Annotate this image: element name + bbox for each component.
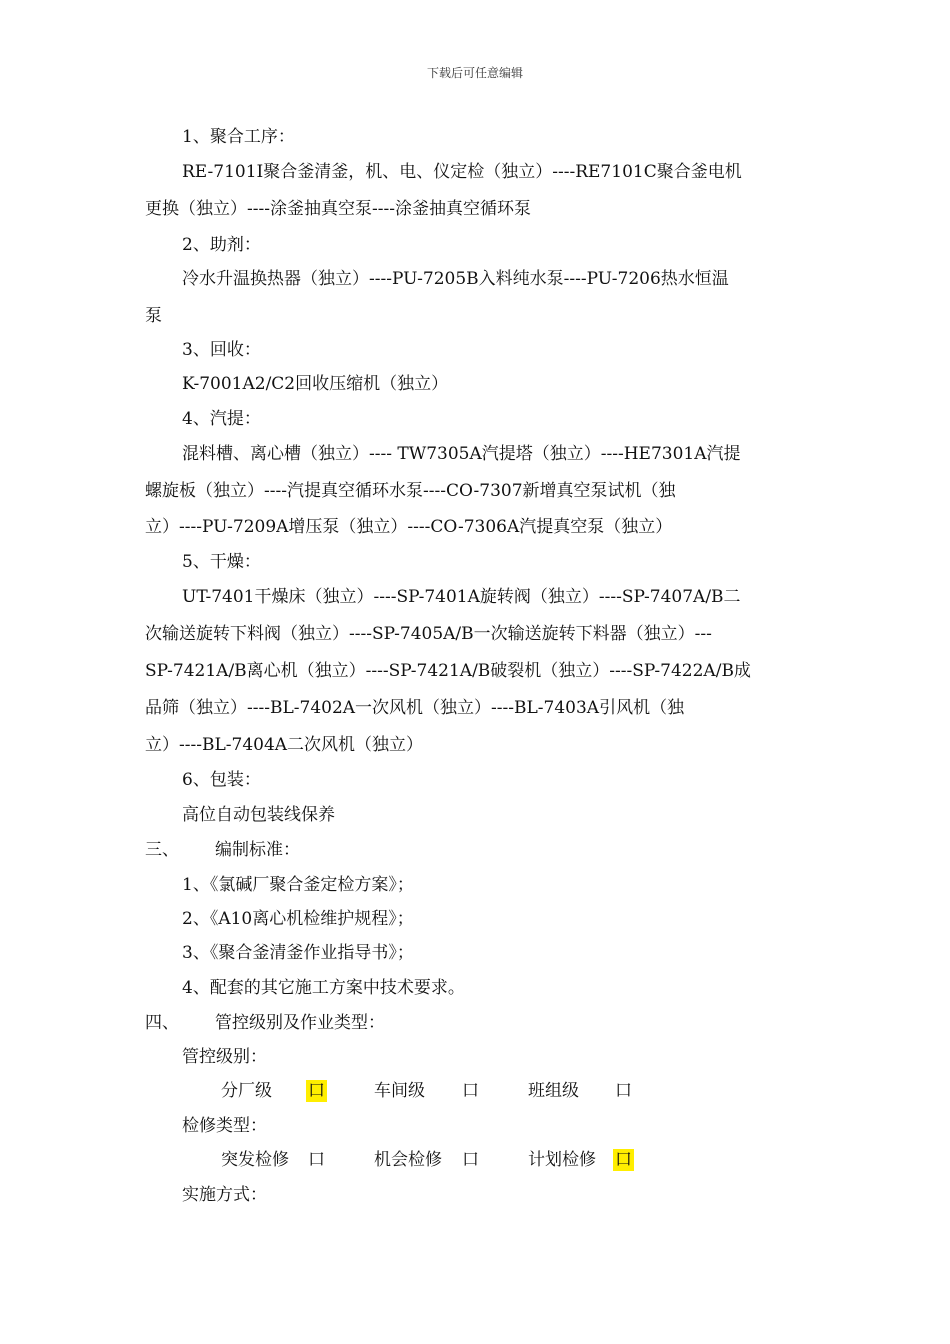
control-type-label: 检修类型： <box>182 1116 267 1136</box>
type-label-sudden: 突发检修 <box>221 1150 289 1170</box>
control-method-label: 实施方式： <box>182 1185 267 1205</box>
section-5-title: 5、干燥： <box>182 552 261 572</box>
standards-heading <box>145 839 300 861</box>
checkbox-square-icon[interactable]: 口 <box>615 1081 632 1101</box>
section-5-line-3: SP-7421A/B离心机（独立）----SP-7421A/B破裂机（独立）----SP-7422A/B成 <box>145 661 751 681</box>
section-4-line-1: 混料槽、离心槽（独立）---- TW7305A汽提塔（独立）----HE7301A汽提 <box>182 444 741 464</box>
checkbox-square-icon[interactable]: 口 <box>308 1150 325 1170</box>
section-5-line-5: 立）----BL-7404A二次风机（独立） <box>145 735 424 755</box>
section-5-line-4: 品筛（独立）----BL-7402A一次风机（独立）----BL-7403A引风机（独 <box>145 698 685 718</box>
section-3-title: 3、回收： <box>182 340 261 360</box>
level-option-team <box>528 1080 579 1102</box>
standards-item-1: 1、《氯碱厂聚合釜定检方案》； <box>182 875 414 895</box>
type-checkbox-opportunity[interactable] <box>460 1149 481 1171</box>
section-2-line-1: 冷水升温换热器（独立）----PU-7205B入料纯水泵----PU-7206热水恒温 <box>182 269 729 289</box>
checkbox-square-icon[interactable]: 口 <box>462 1150 479 1170</box>
section-5-line-2: 次输送旋转下料阀（独立）----SP-7405A/B一次输送旋转下料器（独立）--- <box>145 624 712 644</box>
standards-item-3: 3、《聚合釜清釜作业指导书》； <box>182 943 414 963</box>
section-4-line-2: 螺旋板（独立）----汽提真空循环水泵----CO-7307新增真空泵试机（独 <box>145 481 676 501</box>
section-6-line-1: 高位自动包装线保养 <box>182 805 335 825</box>
section-4-title: 4、汽提： <box>182 409 261 429</box>
page-header: 下载后可任意编辑 <box>426 66 523 80</box>
section-2-line-2: 泵 <box>145 306 162 326</box>
level-label-workshop: 车间级 <box>374 1081 425 1101</box>
type-checkbox-sudden[interactable] <box>306 1149 327 1171</box>
section-1-line-1: RE-7101I聚合釜清釜，机、电、仪定检（独立）----RE7101C聚合釜电机 <box>182 162 742 182</box>
section-1-line-2: 更换（独立）----涂釜抽真空泵----涂釜抽真空循环泵 <box>145 199 531 219</box>
control-title: 管控级别及作业类型： <box>215 1013 385 1033</box>
level-option-workshop <box>374 1080 425 1102</box>
level-checkbox-workshop[interactable] <box>460 1080 481 1102</box>
level-label-team: 班组级 <box>528 1081 579 1101</box>
type-option-sudden <box>221 1149 289 1171</box>
control-number: 四、 <box>145 1013 179 1033</box>
checkbox-square-icon[interactable]: 口 <box>615 1150 632 1170</box>
section-2-title: 2、助剂： <box>182 235 261 255</box>
control-level-label: 管控级别： <box>182 1047 267 1067</box>
standards-item-2: 2、《A10离心机检维护规程》； <box>182 909 414 929</box>
level-checkbox-factory[interactable] <box>306 1080 327 1102</box>
level-option-factory <box>221 1080 272 1102</box>
type-label-planned: 计划检修 <box>528 1150 596 1170</box>
level-checkbox-team[interactable] <box>613 1080 634 1102</box>
checkbox-square-icon[interactable]: 口 <box>308 1081 325 1101</box>
checkbox-square-icon[interactable]: 口 <box>462 1081 479 1101</box>
section-5-line-1: UT-7401干燥床（独立）----SP-7401A旋转阀（独立）----SP-7407A/B二 <box>182 587 741 607</box>
standards-number: 三、 <box>145 840 179 860</box>
standards-title: 编制标准： <box>215 840 300 860</box>
type-option-opportunity <box>374 1149 442 1171</box>
control-heading <box>145 1012 385 1034</box>
standards-item-4: 4、配套的其它施工方案中技术要求。 <box>182 978 465 998</box>
section-6-title: 6、包装： <box>182 770 261 790</box>
level-label-factory: 分厂级 <box>221 1081 272 1101</box>
type-option-planned <box>528 1149 596 1171</box>
section-1-title: 1、聚合工序： <box>182 127 295 147</box>
type-checkbox-planned[interactable] <box>613 1149 634 1171</box>
section-3-line-1: K-7001A2/C2回收压缩机（独立） <box>182 374 449 394</box>
section-4-line-3: 立）----PU-7209A增压泵（独立）----CO-7306A汽提真空泵（独立） <box>145 517 673 537</box>
type-label-opportunity: 机会检修 <box>374 1150 442 1170</box>
